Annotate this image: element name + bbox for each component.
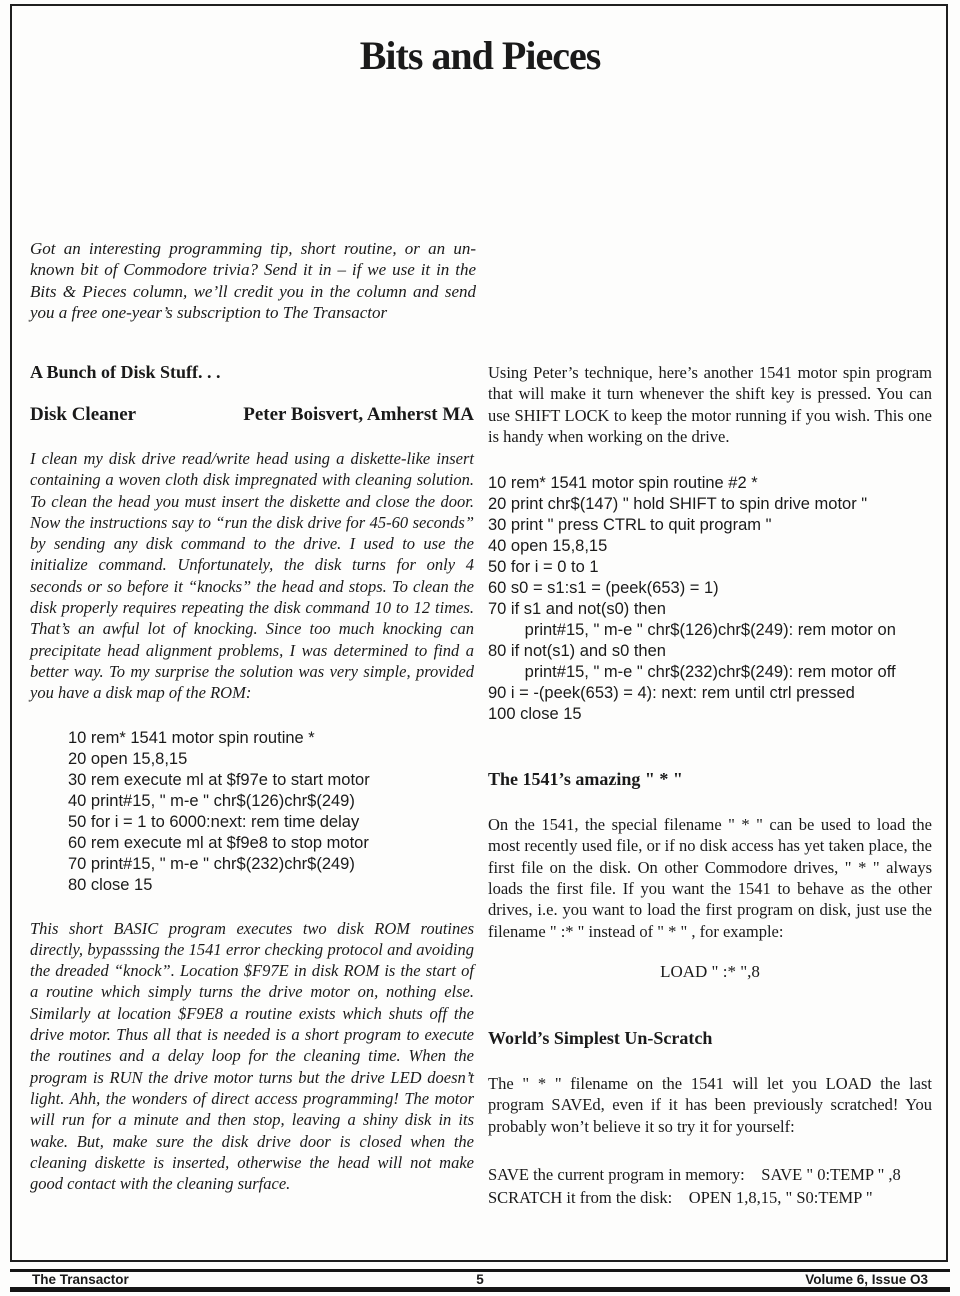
code-line: 50 for i = 0 to 1 xyxy=(488,558,599,577)
code-line: 60 s0 = s1:s1 = (peek(653) = 1) xyxy=(488,579,719,598)
code-line: 70 print#15, " m-e " chr$(232)chr$(249) xyxy=(68,854,355,873)
editorial-paragraph-1: I clean my disk drive read/write head using a diskette-like insert containing a woven cloth disk impregnated with cleaning solution. To clean the head you must insert the diskette and close the door. Now the instructions say to “run the disk drive for 45-60 seconds” by sending any disk command to the drive. I used to use the initialize command. Unfortunately, the disk turns for only 4 seconds or so before it “knocks” the head and stops. To clean the disk properly requires repeating the disk command 10 to 12 times. That’s an awful lot of knocking. Since too much knocking can precipitate head alignment problems, I was determined to find a better way. To my surprise the solution was very simple, provided you have a disk map of the ROM: xyxy=(30,449,474,703)
amazing-star-paragraph: On the 1541, the special filename " * " can be used to load the most recently used file, or if no disk access has yet taken place, the first file on the disk. On other Commodore drives, " * " always loads the first file. If you want the 1541 to behave as the other drives, i.e. you want to load the first program on disk, just use the filename " :* " instead of " * " , for example: xyxy=(488,815,932,941)
code-line: 50 for i = 1 to 6000:next: rem time delay xyxy=(68,812,360,831)
code-line: 70 if s1 and not(s0) then xyxy=(488,600,666,619)
code-line: 40 print#15, " m-e " chr$(126)chr$(249) xyxy=(68,791,355,810)
code-line: 100 close 15 xyxy=(488,705,582,724)
save-example-line: SAVE the current program in memory: SAVE " 0:TEMP " ,8 xyxy=(488,1164,901,1184)
footer-magazine-name: The Transactor xyxy=(32,1272,129,1287)
scratch-example-line: SCRATCH it from the disk: OPEN 1,8,15, " S0:TEMP " xyxy=(488,1187,873,1207)
footer-issue-label: Volume 6, Issue O3 xyxy=(805,1272,929,1287)
article-title: Disk Cleaner xyxy=(30,404,137,425)
code-line: 30 rem execute ml at $f97e to start motor xyxy=(68,770,370,789)
unscratch-paragraph: The " * " filename on the 1541 will let you LOAD the last program SAVEd, even if it has been previously scratched! You probably won’t believe it so try it for yourself: xyxy=(488,1073,932,1136)
code-line: 90 i = -(peek(653) = 4): next: rem until ctrl pressed xyxy=(488,684,855,703)
editorial-paragraph-2: This short BASIC program executes two disk ROM routines directly, bypasssing the 1541 error checking protocol and avoiding the dreaded “knock”. Location $F97E in disk ROM is the start of a routine which simply turns the drive motor on, nothing else. Similarly at location $F9E8 a routine exists which shuts off the drive motor. Thus all that is needed is a short program to execute the routines and a delay loop for the cleaning time. When the program is RUN the drive motor turns but the drive LED doesn’t light. Ahh, the wonders of direct access programming! The motor will run for a minute and then stop, leaving a shiny disk in its wake. But, make sure the disk drive door is closed when the cleaning diskette is inserted, otherwise the head will not make good contact with the cleaning surface. xyxy=(30,918,474,1194)
basic-listing-disk-cleaner xyxy=(30,728,474,896)
intro-paragraph: Got an interesting programming tip, short routine, or an unknown bit of Commodore trivia? Send it in – if we use it in the Bits & Pieces column, we’ll credit you in the column and send you a free one-year’s subscription to The Transactor xyxy=(30,239,476,322)
code-line: print#15, " m-e " chr$(232)chr$(249): rem motor off xyxy=(488,663,896,682)
page-title: Bits and Pieces xyxy=(359,33,601,78)
code-line: 20 open 15,8,15 xyxy=(68,749,188,768)
footer-page-number: 5 xyxy=(476,1272,484,1287)
code-line: 20 print chr$(147) " hold SHIFT to spin drive motor " xyxy=(488,495,868,514)
article-author: Peter Boisvert, Amherst MA xyxy=(243,404,474,425)
article-byline-row xyxy=(30,404,474,426)
code-line: 80 close 15 xyxy=(68,875,153,894)
code-line: 40 open 15,8,15 xyxy=(488,537,608,556)
basic-listing-motor-spin-2 xyxy=(488,473,932,725)
section-heading-amazing-star: The 1541’s amazing " * " xyxy=(488,769,683,790)
left-column xyxy=(30,362,474,1194)
motor-spin-2-intro-paragraph: Using Peter’s technique, here’s another 1541 motor spin program that will make it turn whenever the shift key is pressed. You can use SHIFT LOCK to keep the motor running if you wish. This one is handy when working on the drive. xyxy=(488,363,932,446)
footer-bar xyxy=(10,1269,950,1292)
section-heading-unscratch: World’s Simplest Un-Scratch xyxy=(488,1027,713,1048)
command-example-lines xyxy=(488,1163,932,1209)
load-example-line: LOAD " :* ",8 xyxy=(660,961,760,981)
code-line: 80 if not(s1) and s0 then xyxy=(488,642,666,661)
code-line: 30 print " press CTRL to quit program " xyxy=(488,516,772,535)
section-heading-disk-stuff: A Bunch of Disk Stuff. . . xyxy=(30,362,221,382)
code-line: 10 rem* 1541 motor spin routine * xyxy=(68,728,315,747)
right-column xyxy=(488,362,932,1209)
code-line: 10 rem* 1541 motor spin routine #2 * xyxy=(488,474,758,493)
code-line: 60 rem execute ml at $f9e8 to stop motor xyxy=(68,833,369,852)
code-line: print#15, " m-e " chr$(126)chr$(249): rem motor on xyxy=(488,621,896,640)
